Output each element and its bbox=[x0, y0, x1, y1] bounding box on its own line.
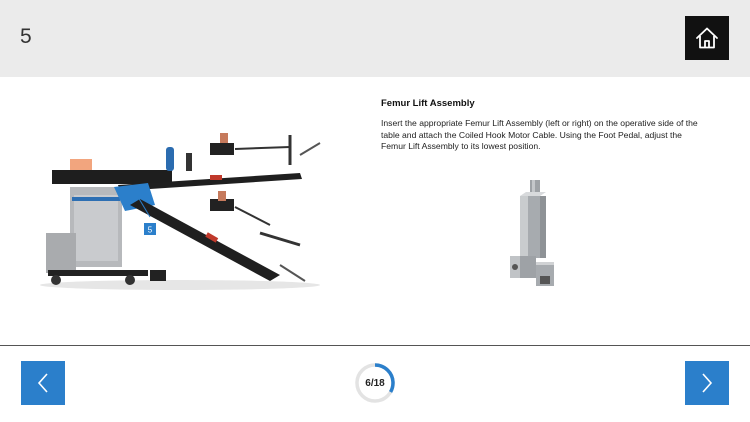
instruction-title: Femur Lift Assembly bbox=[381, 98, 475, 109]
content-area bbox=[0, 77, 750, 345]
progress-indicator bbox=[354, 362, 396, 404]
callout-label: 5 bbox=[147, 225, 153, 235]
home-button[interactable] bbox=[685, 16, 729, 60]
femur-lift-part-illustration bbox=[500, 180, 560, 292]
instruction-block bbox=[381, 98, 701, 153]
header-bar bbox=[0, 0, 750, 77]
progress-label: 6/18 bbox=[365, 377, 385, 389]
footer-bar bbox=[0, 346, 750, 422]
next-button[interactable] bbox=[685, 361, 729, 405]
surgical-table-illustration bbox=[30, 125, 350, 295]
step-number: 5 bbox=[20, 25, 32, 48]
home-icon bbox=[694, 25, 720, 51]
chevron-left-icon bbox=[36, 372, 50, 394]
previous-button[interactable] bbox=[21, 361, 65, 405]
chevron-right-icon bbox=[700, 372, 714, 394]
instruction-body: Insert the appropriate Femur Lift Assembly (left or right) on the operative side of the table and attach the Coiled Hook Motor Cable. Using the Foot Pedal, adjust the Femur Lift Assembly to its lowest position. bbox=[381, 118, 698, 151]
